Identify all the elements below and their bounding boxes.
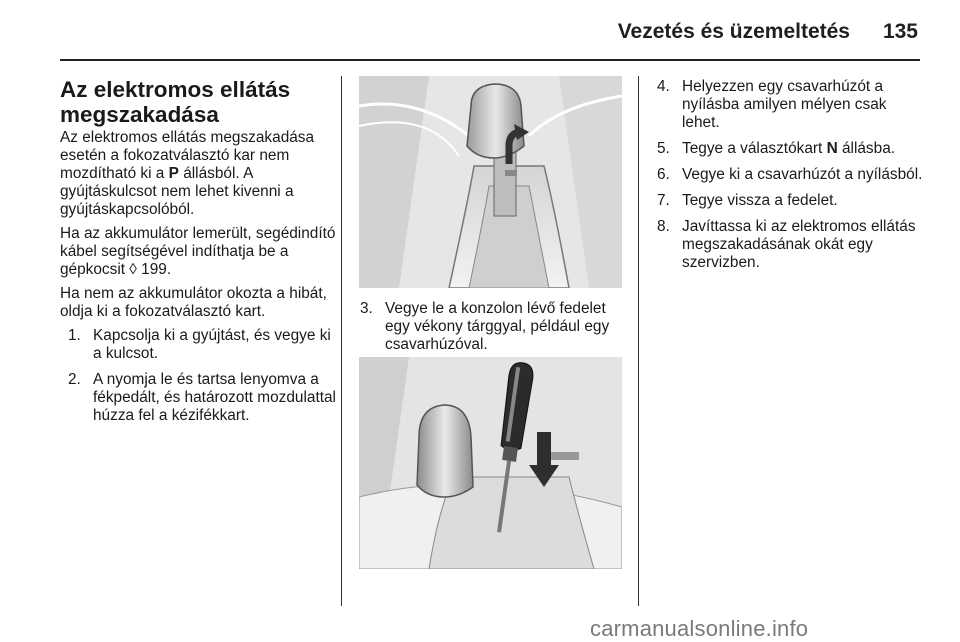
- step-number: 4.: [657, 78, 670, 95]
- list-item: [657, 78, 927, 132]
- list-item: [68, 371, 336, 425]
- column-divider-left: [341, 76, 342, 606]
- list-item: [657, 166, 927, 184]
- battery-paragraph: [60, 225, 336, 279]
- column-divider-right: [638, 76, 639, 606]
- step-number: 8.: [657, 218, 670, 235]
- step-number: 5.: [657, 140, 670, 157]
- step-number: 7.: [657, 192, 670, 209]
- step-text: Javíttassa ki az elektromos ellátás megszakadásának okát egy szervizben.: [682, 218, 916, 271]
- battery-text: Ha az akkumulátor lemerült, segédindító kábel segítségével indíthatja be a gépkocsit: [60, 225, 336, 278]
- left-column: [60, 77, 336, 433]
- intro-paragraph: [60, 129, 336, 219]
- step-text: Kapcsolja ki a gyújtást, és vegye ki a kulcsot.: [93, 327, 331, 362]
- intro-text-a: Az elektromos ellátás megszakadása esetén a fokozatválasztó kar nem mozdítható ki a: [60, 129, 315, 182]
- screwdriver-illustration: [359, 357, 622, 569]
- watermark: carmanualsonline.info: [590, 616, 809, 641]
- gear-position-n: N: [826, 140, 838, 157]
- page-number: 135: [882, 20, 918, 43]
- step-number: 1.: [68, 327, 81, 344]
- page-reference-number[interactable]: 199.: [136, 261, 172, 278]
- figure-screwdriver-insertion: [359, 357, 622, 569]
- header-rule: [60, 59, 920, 61]
- release-paragraph: Ha nem az akkumulátor okozta a hibát, oldja ki a fokozatválasztó kart.: [60, 285, 327, 320]
- list-item: [657, 192, 927, 210]
- list-item: [657, 218, 927, 272]
- step-text-b: állásba.: [837, 140, 896, 157]
- step-text-a: Tegye a választókart: [682, 140, 827, 157]
- gear-selector-illustration: [359, 76, 622, 288]
- steps-list-left: [60, 327, 336, 425]
- step-text: Vegye le a konzolon lévő fedelet egy vékony tárggyal, például egy csavarhúzóval.: [385, 300, 610, 353]
- step-number: 2.: [68, 371, 81, 388]
- step-text: Vegye ki a csavarhúzót a nyílásból.: [682, 166, 923, 183]
- intro-text-b: állásból. A gyújtáskulcsot nem lehet kivenni a gyújtáskapcsolóból.: [60, 165, 294, 218]
- figure-gear-selector-cover: [359, 76, 622, 288]
- page-reference-icon: ◊: [129, 261, 137, 278]
- step-number: 3.: [360, 300, 373, 317]
- running-header-title: Vezetés és üzemeltetés: [617, 20, 850, 43]
- gear-position-p: P: [168, 165, 179, 182]
- step-number: 6.: [657, 166, 670, 183]
- right-column: [657, 78, 927, 280]
- middle-column-text: [360, 300, 624, 362]
- step-text: Tegye vissza a fedelet.: [682, 192, 838, 209]
- list-item: [360, 300, 624, 354]
- section-heading: Az elektromos ellátás megszakadása: [60, 77, 291, 127]
- list-item: [68, 327, 336, 363]
- list-item: [657, 140, 927, 158]
- step-text: Helyezzen egy csavarhúzót a nyílásba amilyen mélyen csak lehet.: [682, 78, 887, 131]
- step-text: A nyomja le és tartsa lenyomva a fékpedált, és határozott mozdulattal húzza fel a kézifékkart.: [93, 371, 336, 424]
